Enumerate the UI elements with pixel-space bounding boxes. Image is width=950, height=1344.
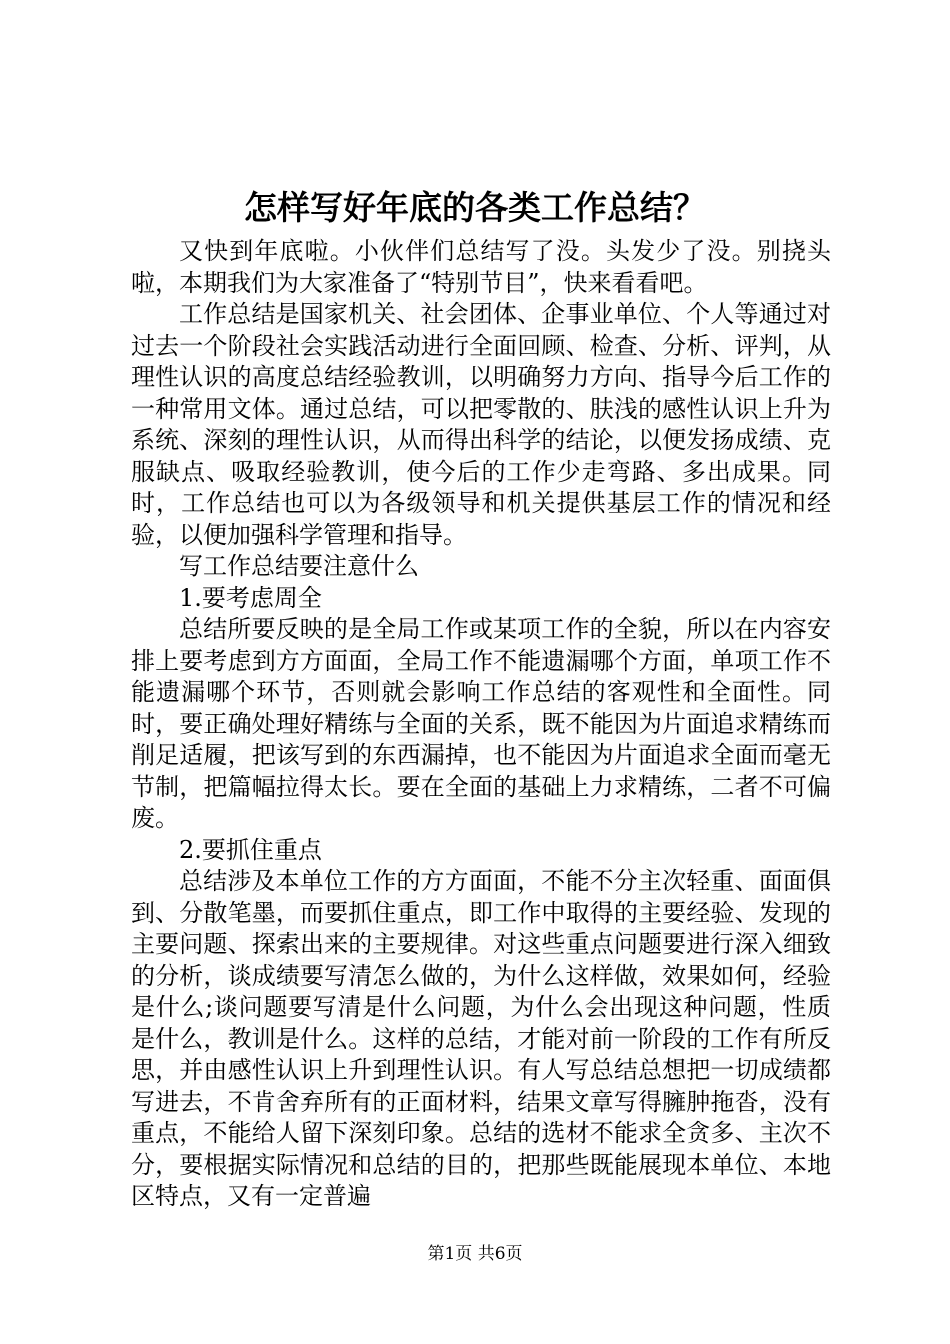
intro-paragraph: 又快到年底啦。小伙伴们总结写了没。头发少了没。别挠头啦，本期我们为大家准备了“特别节目”，快来看看吧。 (131, 237, 831, 297)
section-heading: 写工作总结要注意什么 (179, 552, 419, 580)
subheading-1: 1.要考虑周全 (179, 583, 322, 612)
subheading-2: 2.要抓住重点 (179, 835, 322, 864)
point-2-paragraph: 总结涉及本单位工作的方方面面，不能不分主次轻重、面面俱到、分散笔墨，而要抓住重点，即工作中取得的主要经验、发现的主要问题、探索出来的主要规律。对这些重点问题要进行深入细致的分析，谈成绩要写清怎么做的，为什么这样做，效果如何，经验是什么;谈问题要写清是什么问题，为什么会出现这种问题，性质是什么，教训是什么。这样的总结，才能对前一阶段的工作有所反思，并由感性认识上升到理性认识。有人写总结总想把一切成绩都写进去，不肯舍弃所有的正面材料，结果文章写得臃肿拖沓，没有重点，不能给人留下深刻印象。总结的选材不能求全贪多、主次不分，要根据实际情况和总结的目的，把那些既能展现本单位、本地区特点，又有一定普遍 (131, 867, 831, 1210)
page-footer: 第1页 共6页 (427, 1244, 523, 1264)
point-1-paragraph: 总结所要反映的是全局工作或某项工作的全貌，所以在内容安排上要考虑到方方面面，全局工作不能遗漏哪个方面，单项工作不能遗漏哪个环节，否则就会影响工作总结的客观性和全面性。同时，要正确处理好精练与全面的关系，既不能因为片面追求精练而削足适履，把该写到的东西漏掉，也不能因为片面追求全面而毫无节制，把篇幅拉得太长。要在全面的基础上力求精练，二者不可偏废。 (131, 615, 831, 832)
document-body (131, 236, 831, 1213)
page-title: 怎样写好年底的各类工作总结？ (244, 188, 706, 227)
definition-paragraph: 工作总结是国家机关、社会团体、企事业单位、个人等通过对过去一个阶段社会实践活动进行全面回顾、检查、分析、评判，从理性认识的高度总结经验教训，以明确努力方向、指导今后工作的一种常用文体。通过总结，可以把零散的、肤浅的感性认识上升为系统、深刻的理性认识，从而得出科学的结论，以便发扬成绩、克服缺点、吸取经验教训，使今后的工作少走弯路、多出成果。同时，工作总结也可以为各级领导和机关提供基层工作的情况和经验，以便加强科学管理和指导。 (131, 300, 831, 549)
